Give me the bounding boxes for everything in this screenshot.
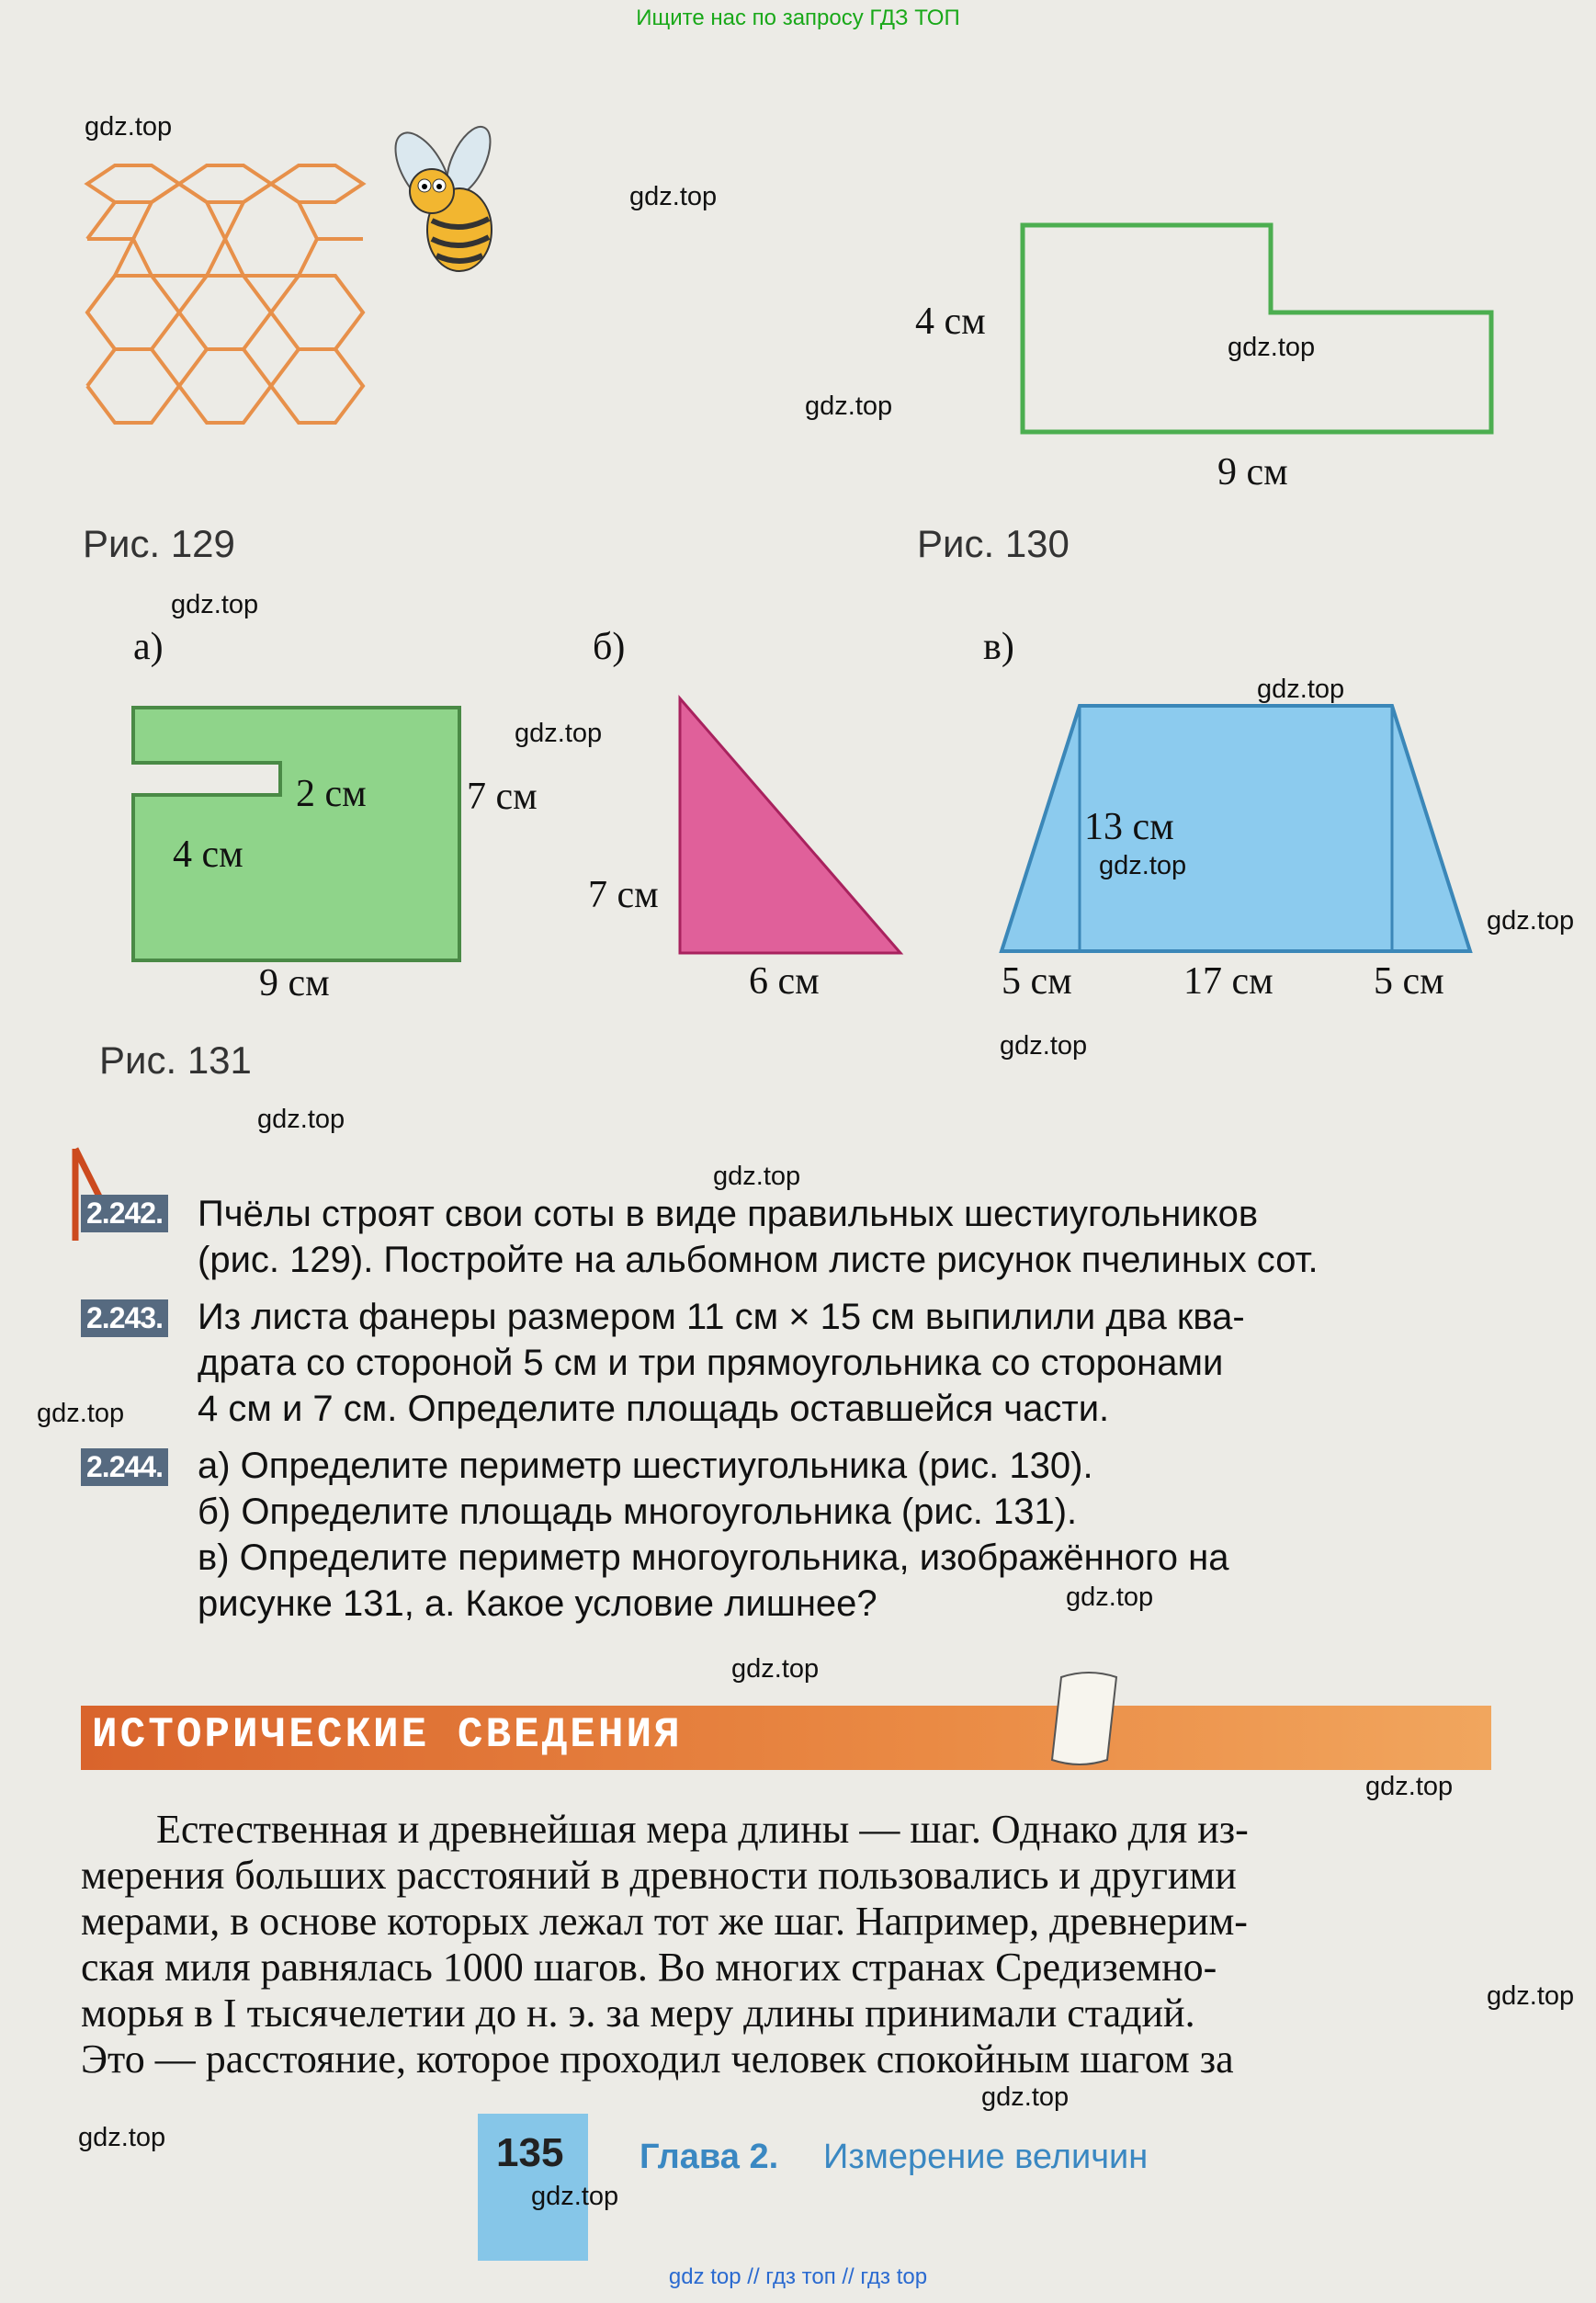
history-line-2: мерения больших расстояний в древности пользовались и другими xyxy=(81,1853,1237,1898)
fig-131c-br-label: 5 см xyxy=(1374,960,1444,1003)
history-title: ИСТОРИЧЕСКИЕ СВЕДЕНИЯ xyxy=(92,1711,683,1759)
watermark: gdz.top xyxy=(85,112,173,142)
fig-131b-bottom-label: 6 см xyxy=(749,960,820,1003)
history-line-5: морья в I тысячелетии до н. э. за меру длины принимали стадий. xyxy=(81,1991,1195,2036)
fig-131c-shape xyxy=(997,703,1475,956)
watermark: gdz.top xyxy=(78,2123,166,2152)
task-2-244-line-4: рисунке 131, а. Какое условие лишнее? xyxy=(198,1583,877,1624)
watermark: gdz.top xyxy=(1066,1583,1154,1612)
bee-icon xyxy=(368,119,533,285)
watermark: gdz.top xyxy=(981,2082,1070,2112)
fig-131b-hyp-label: 7 см xyxy=(588,874,659,916)
task-2-243-line-2: драта со стороной 5 см и три прямоугольника со сторонами xyxy=(198,1343,1224,1383)
fig-131a-inner-label: 2 см xyxy=(296,773,367,815)
watermark: gdz.top xyxy=(1099,851,1187,880)
top-banner[interactable]: Ищите нас по запросу ГДЗ ТОП xyxy=(636,6,960,30)
task-2-244-line-3: в) Определите периметр многоугольника, изображённого на xyxy=(198,1537,1229,1578)
watermark: gdz.top xyxy=(713,1162,801,1191)
task-2-243-line-3: 4 см и 7 см. Определите площадь оставшейся части. xyxy=(198,1389,1110,1429)
fig-131b-shape xyxy=(675,694,905,960)
watermark: gdz.top xyxy=(531,2182,619,2211)
task-2-242-number: 2.242. xyxy=(81,1195,168,1232)
task-2-244-line-1: а) Определите периметр шестиугольника (рис. 130). xyxy=(198,1446,1093,1486)
watermark: gdz.top xyxy=(731,1654,820,1684)
fig-129-caption: Рис. 129 xyxy=(83,522,235,565)
watermark: gdz.top xyxy=(257,1105,345,1134)
fig-130-top-label: 4 см xyxy=(915,301,986,343)
chapter-label: Глава 2. xyxy=(640,2138,779,2176)
fig-131a-left-label: 4 см xyxy=(173,834,243,876)
hexagon-figure xyxy=(1018,221,1496,441)
task-2-243-line-1: Из листа фанеры размером 11 см × 15 см выпилили два ква- xyxy=(198,1297,1245,1337)
history-line-4: ская миля равнялась 1000 шагов. Во многих странах Средиземно- xyxy=(81,1945,1217,1990)
fig-131a-right-label: 7 см xyxy=(467,776,538,818)
fig-131b-letter: б) xyxy=(593,626,626,668)
fig-131c-letter: в) xyxy=(983,626,1014,668)
watermark: gdz.top xyxy=(37,1399,125,1428)
watermark: gdz.top xyxy=(1487,906,1575,936)
page-number: 135 xyxy=(496,2130,564,2175)
history-line-1: Естественная и древнейшая мера длины — шаг. Однако для из- xyxy=(156,1807,1249,1852)
chapter-title: Измерение величин xyxy=(823,2138,1149,2176)
fig-130-bottom-label: 9 см xyxy=(1217,451,1288,493)
watermark: gdz.top xyxy=(171,590,259,619)
fig-131c-bl-label: 5 см xyxy=(1002,960,1072,1003)
task-2-242-line-1: Пчёлы строят свои соты в виде правильных шестиугольников xyxy=(198,1194,1259,1234)
fig-131a-bottom-label: 9 см xyxy=(259,962,330,1004)
fig-130-caption: Рис. 130 xyxy=(917,522,1070,565)
history-line-6: Это — расстояние, которое проходил человек спокойным шагом за xyxy=(81,2036,1234,2082)
fig-131-caption: Рис. 131 xyxy=(99,1038,252,1082)
task-2-244-line-2: б) Определите площадь многоугольника (рис. 131). xyxy=(198,1492,1078,1532)
watermark: gdz.top xyxy=(1257,675,1345,704)
watermark: gdz.top xyxy=(1365,1772,1454,1801)
watermark: gdz.top xyxy=(805,391,893,421)
task-2-244-number: 2.244. xyxy=(81,1448,168,1486)
task-2-243-number: 2.243. xyxy=(81,1299,168,1337)
fig-131a-letter: а) xyxy=(133,626,164,668)
fig-131c-top-label: 13 см xyxy=(1084,806,1174,848)
bottom-links[interactable]: gdz top // гдз топ // гдз top xyxy=(668,2264,928,2289)
history-line-3: мерами, в основе которых лежал тот же шаг. Например, древнерим- xyxy=(81,1899,1248,1944)
watermark: gdz.top xyxy=(1487,1981,1575,2011)
watermark: gdz.top xyxy=(515,719,603,748)
honeycomb-figure xyxy=(78,138,409,469)
watermark: gdz.top xyxy=(629,182,718,211)
scroll-icon xyxy=(1034,1668,1135,1769)
watermark: gdz.top xyxy=(1228,333,1316,362)
fig-131c-bm-label: 17 см xyxy=(1183,960,1273,1003)
watermark: gdz.top xyxy=(1000,1031,1088,1061)
task-2-242-line-2: (рис. 129). Постройте на альбомном листе рисунок пчелиных сот. xyxy=(198,1240,1319,1280)
